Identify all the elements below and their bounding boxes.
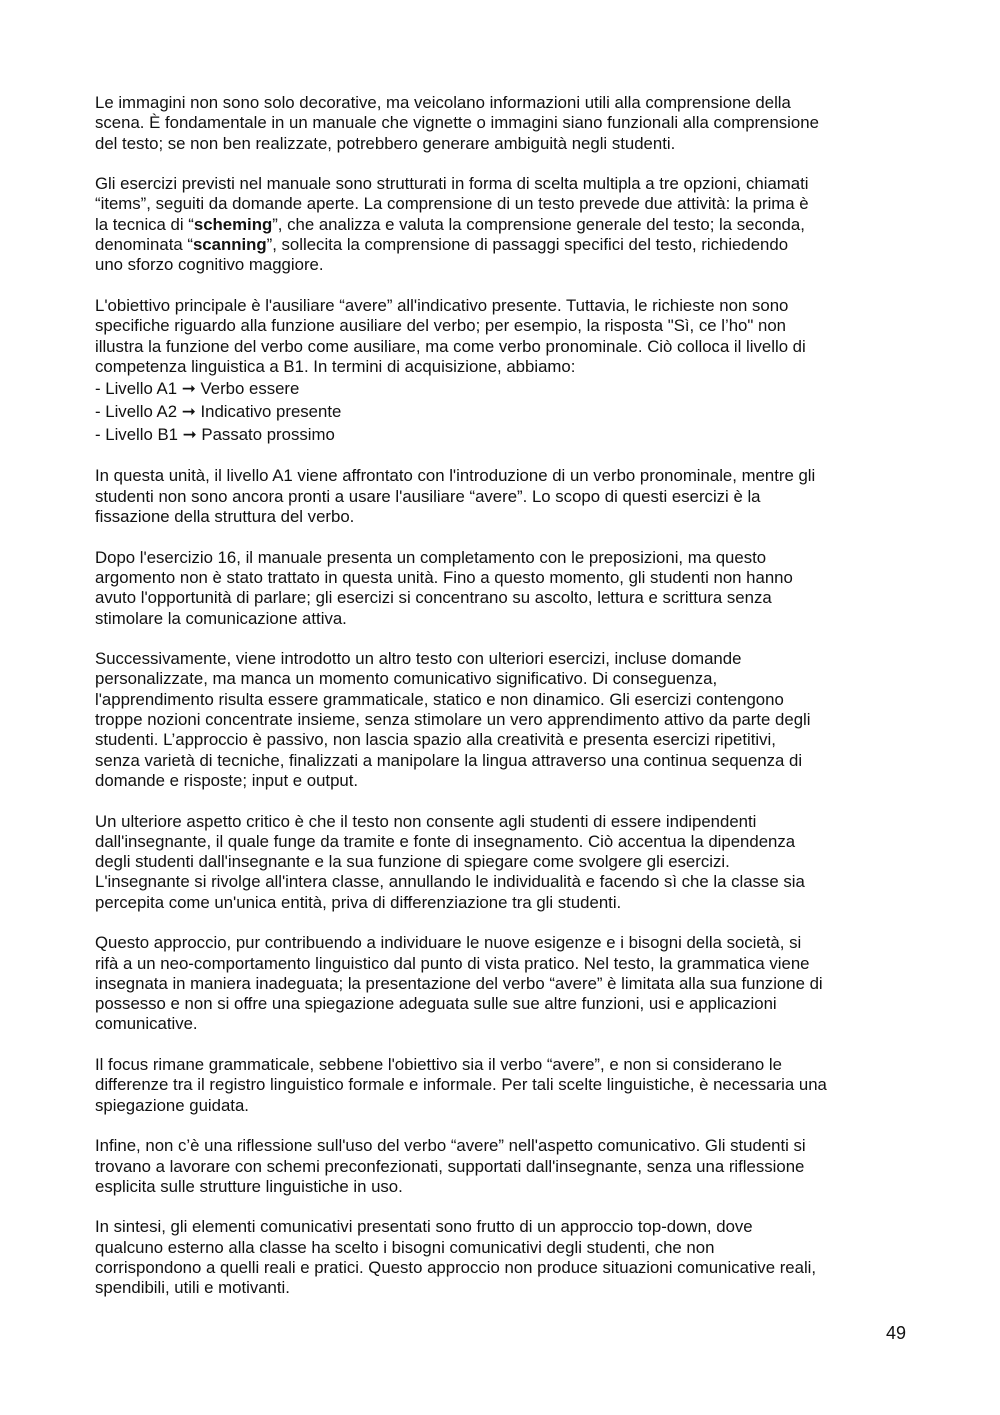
paragraph-exercises-text-c: ”, che analizza e valuta la comprensione generale del testo; la seconda, denominata “ xyxy=(95,214,805,255)
term-scanning: scanning xyxy=(192,235,267,255)
paragraph-exercises-text-d: ”, sollecita la comprensione di passaggi specifici del testo, richiedendo uno sforzo cognitivo maggiore. xyxy=(95,235,789,275)
paragraph-unit-a1: In questa unità, il livello A1 viene affrontato con l'introduzione di un verbo pronominale, mentre gli studenti non sono ancora pronti a usare l'ausiliare “avere”. Lo scopo di questi esercizi è la fissazione della struttura del verbo. xyxy=(95,466,816,527)
paragraph-exercises xyxy=(95,174,910,275)
paragraph-summary: In sintesi, gli elementi comunicativi presentati sono frutto di un approccio top-down, dove qualcuno esterno alla classe ha scelto i bisogni comunicativi degli studenti, che non corrispondono a quelli reali e pratici. Questo approccio non produce situazioni comunicative reali, spendibili, utili e motivanti. xyxy=(95,1217,817,1298)
paragraph-critical-aspect: Un ulteriore aspetto critico è che il testo non consente agli studenti di essere indipendenti dall'insegnante, il quale funge da tramite e fonte di insegnamento. Ciò accentua la dipendenza degli studenti dall'insegnante e la sua funzione di spiegare come svolgere gli esercizi. L'insegnante si rivolge all'intera classe, annullando le individualità e facendo sì che la classe sia percepita come un'unica entità, priva di differenziazione tra gli studenti. xyxy=(95,811,805,912)
term-scheming: scheming xyxy=(193,214,273,234)
paragraph-successively: Successivamente, viene introdotto un altro testo con ulteriori esercizi, incluse domande personalizzate, ma manca un momento comunicativo significativo. Di conseguenza, l'apprendimento risulta essere grammaticale, statico e non dinamico. Gli esercizi contengono troppe nozioni concentrate insieme, senza stimolare un vero apprendimento attivo da parte degli studenti. L’approccio è passivo, non lascia spazio alla creatività e presenta esercizi ripetitivi, senza varietà di tecniche, finalizzati a manipolare la lingua attraverso una continua sequenza di domande e risposte; input e output. xyxy=(95,649,811,790)
paragraph-objective: L'obiettivo principale è l'ausiliare “avere” all'indicativo presente. Tuttavia, le richieste non sono specifiche riguardo alla funzione ausiliare del verbo; per esempio, la risposta "Sì, ce l’ho" non illustra la funzione del verbo come ausiliare, ma come verbo pronominale. Ciò colloca il livello di competenza linguistica a B1. In termini di acquisizione, abbiamo: xyxy=(95,295,806,376)
paragraph-finally: Infine, non c’è una riflessione sull'uso del verbo “avere” nell'aspetto comunicativo. Gli studenti si trovano a lavorare con schemi preconfezionati, supportati dall'insegnante, senza una riflessione esplicita sulle strutture linguistiche in uso. xyxy=(95,1136,806,1196)
paragraph-approach: Questo approccio, pur contribuendo a individuare le nuove esigenze e i bisogni della società, si rifà a un neo-comportamento linguistico dal punto di vista pratico. Nel testo, la grammatica viene insegnata in maniera inadeguata; la presentazione del verbo “avere” è limitata alla sua funzione di possesso e non si offre una spiegazione adeguata sulle sue altre funzioni, usi e applicazioni comunicative. xyxy=(95,933,823,1034)
paragraph-exercise-16: Dopo l'esercizio 16, il manuale presenta un completamento con le preposizioni, ma questo argomento non è stato trattato in questa unità. Fino a questo momento, gli studenti non hanno avuto l'opportunità di parlare; gli esercizi si concentrano su ascolto, lettura e scrittura senza stimolare la comunicazione attiva. xyxy=(95,547,793,628)
list-item-level-b1: - Livello B1 ➞ Passato prossimo xyxy=(95,425,335,445)
list-item-level-a1: - Livello A1 ➞ Verbo essere xyxy=(95,379,300,399)
document-body xyxy=(95,93,910,1319)
list-item-level-a2: - Livello A2 ➞ Indicativo presente xyxy=(95,402,342,422)
paragraph-exercises-text-a: Gli esercizi previsti nel manuale sono strutturati in forma di scelta multipla a tre opzioni, chiamati “items”, seguiti da domande aperte. La comprensione di un testo prevede due attività: la prima è la tecnica di “ xyxy=(95,174,809,234)
paragraph-images: Le immagini non sono solo decorative, ma veicolano informazioni utili alla comprensione della scena. È fondamentale in un manuale che vignette o immagini siano funzionali alla comprensione del testo; se non ben realizzate, potrebbero generare ambiguità negli studenti. xyxy=(95,93,819,153)
levels-list xyxy=(95,377,910,446)
paragraph-focus: Il focus rimane grammaticale, sebbene l'obiettivo sia il verbo “avere”, e non si considerano le differenze tra il registro linguistico formale e informale. Per tali scelte linguistiche, è necessaria una spiegazione guidata. xyxy=(95,1055,827,1115)
page-number: 49 xyxy=(885,1323,906,1343)
